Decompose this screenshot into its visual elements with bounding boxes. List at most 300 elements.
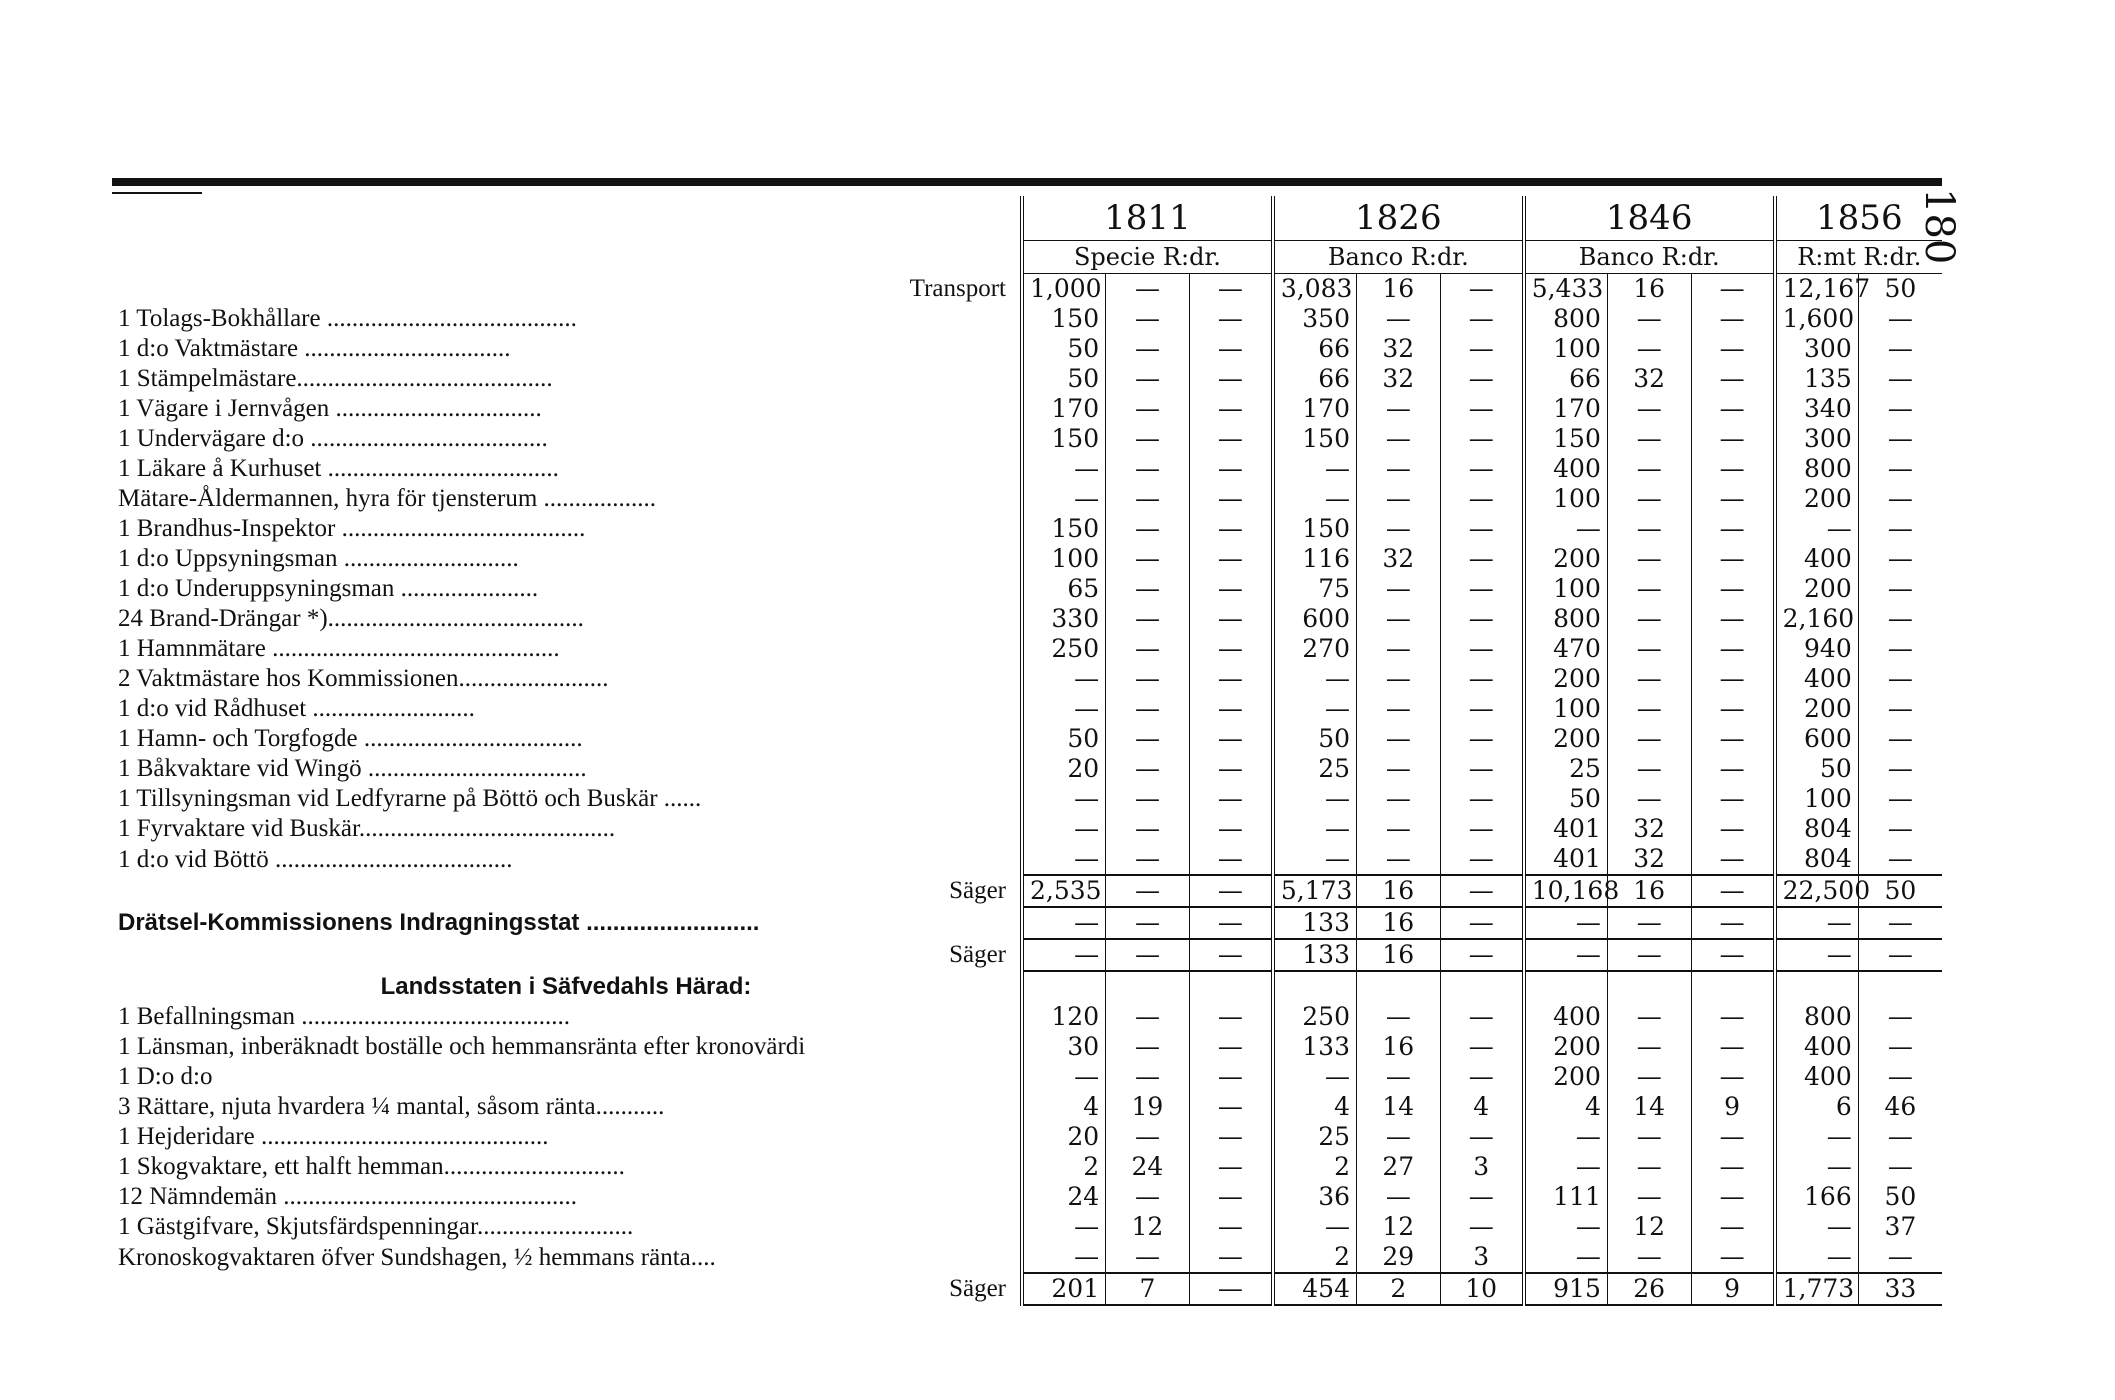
sum-row <box>112 875 1942 907</box>
cell-amount: — <box>1106 424 1190 454</box>
row-label: 1 Hamn- och Torgfogde ................................... <box>118 725 583 752</box>
cell-amount: — <box>1468 604 1494 633</box>
year-1826: 1826 <box>1273 196 1524 241</box>
cell-amount: 100 <box>1524 334 1608 364</box>
cell-amount: — <box>1468 1182 1494 1211</box>
cell-amount: — <box>1022 694 1106 724</box>
cell-amount: — <box>1719 424 1745 453</box>
cell-amount: — <box>1524 1122 1608 1152</box>
cell-amount: 6 <box>1775 1092 1859 1122</box>
cell-amount: — <box>1106 1122 1190 1152</box>
cell-amount: 12 <box>1607 1212 1691 1242</box>
cell-amount: 25 <box>1273 1122 1357 1152</box>
table-row <box>112 1212 1942 1242</box>
cell-amount: — <box>1775 939 1859 971</box>
cell-amount: — <box>1189 939 1273 971</box>
cell-amount: 9 <box>1691 1273 1775 1305</box>
cell-amount: — <box>1468 484 1494 513</box>
cell-amount: 150 <box>1524 424 1608 454</box>
cell-amount: — <box>1440 939 1524 971</box>
cell-amount: — <box>1607 1182 1691 1212</box>
cell-amount: 75 <box>1273 574 1357 604</box>
cell-amount: — <box>1468 814 1494 843</box>
cell-amount: — <box>1607 544 1691 574</box>
cell-amount: 330 <box>1022 604 1106 634</box>
cell-amount: 25 <box>1524 754 1608 784</box>
cell-amount: 36 <box>1273 1182 1357 1212</box>
cell-amount: — <box>1719 484 1745 513</box>
cell-amount: 300 <box>1775 334 1859 364</box>
cell-amount: 350 <box>1273 304 1357 334</box>
cell-amount: 120 <box>1022 1002 1106 1032</box>
sum-row <box>112 939 1942 971</box>
cell-amount: 111 <box>1524 1182 1608 1212</box>
cell-amount: — <box>1189 1273 1273 1305</box>
table-row <box>112 1152 1942 1182</box>
cell-amount: — <box>1106 1002 1190 1032</box>
cell-amount: — <box>1607 1062 1691 1092</box>
cell-amount: — <box>1357 1122 1441 1152</box>
cell-amount: — <box>1468 424 1494 453</box>
cell-amount: — <box>1273 1212 1357 1242</box>
cell-amount: — <box>1106 574 1190 604</box>
table-row <box>112 634 1942 664</box>
header-blank <box>112 196 1022 241</box>
cell-amount: — <box>1440 875 1524 907</box>
unit-header-row <box>112 241 1942 274</box>
cell-amount: 100 <box>1524 574 1608 604</box>
cell-amount: — <box>1357 694 1441 724</box>
cell-amount: — <box>1607 664 1691 694</box>
cell-amount: 100 <box>1524 694 1608 724</box>
cell-amount: — <box>1357 814 1441 844</box>
cell-amount: 50 <box>1273 724 1357 754</box>
row-label: 1 Vägare i Jernvågen ................................. <box>118 395 542 422</box>
row-label: Drätsel-Kommissionens Indragningsstat .......................... <box>118 909 760 936</box>
cell-amount: — <box>1607 1122 1691 1152</box>
cell-amount: 170 <box>1022 394 1106 424</box>
cell-amount: 800 <box>1775 454 1859 484</box>
cell-amount: — <box>1106 1032 1190 1062</box>
cell-amount: 20 <box>1022 1122 1106 1152</box>
row-label: Säger <box>949 941 1006 968</box>
cell-amount: — <box>1106 1062 1190 1092</box>
cell-amount: — <box>1468 1122 1494 1151</box>
cell-amount: — <box>1468 1212 1494 1241</box>
cell-amount: 2 <box>1273 1242 1357 1273</box>
cell-amount: 800 <box>1524 304 1608 334</box>
cell-amount: — <box>1524 939 1608 971</box>
cell-amount: — <box>1357 454 1441 484</box>
cell-amount: 170 <box>1273 394 1357 424</box>
cell-amount: 800 <box>1524 604 1608 634</box>
cell-amount: — <box>1719 604 1745 633</box>
row-label: 3 Rättare, njuta hvardera ¼ mantal, såsom ränta........... <box>118 1093 665 1120</box>
cell-amount: — <box>1217 274 1243 303</box>
cell-amount: — <box>1217 724 1243 753</box>
cell-amount: — <box>1524 1212 1608 1242</box>
cell-amount: — <box>1273 844 1357 875</box>
row-label: 1 Läkare å Kurhuset ..................................... <box>118 455 559 482</box>
cell-amount: — <box>1607 907 1691 939</box>
row-label: Transport <box>909 274 1006 302</box>
table-row <box>112 814 1942 844</box>
cell-amount: — <box>1887 604 1913 633</box>
cell-amount: 200 <box>1775 484 1859 514</box>
table-row <box>112 394 1942 424</box>
cell-amount: 9 <box>1724 1092 1741 1121</box>
cell-amount: 50 <box>1775 754 1859 784</box>
cell-amount: — <box>1719 1212 1745 1241</box>
cell-amount: 32 <box>1357 364 1441 394</box>
cell-amount: — <box>1607 424 1691 454</box>
cell-amount: — <box>1022 484 1106 514</box>
cell-amount: 10,168 <box>1524 875 1608 907</box>
cell-amount: 454 <box>1273 1273 1357 1305</box>
cell-amount: — <box>1217 814 1243 843</box>
cell-amount: 33 <box>1858 1273 1942 1305</box>
cell-amount: — <box>1217 514 1243 543</box>
cell-amount: — <box>1719 544 1745 573</box>
cell-amount: — <box>1217 484 1243 513</box>
cell-amount: — <box>1217 364 1243 393</box>
cell-amount: 150 <box>1022 514 1106 544</box>
table-row <box>112 784 1942 814</box>
cell-amount: — <box>1106 1242 1190 1273</box>
cell-amount: — <box>1106 514 1190 544</box>
cell-amount: — <box>1106 484 1190 514</box>
cell-amount <box>1775 971 1859 1002</box>
cell-amount: — <box>1273 454 1357 484</box>
cell-amount: — <box>1273 484 1357 514</box>
cell-amount: — <box>1887 394 1913 423</box>
cell-amount: — <box>1887 544 1913 573</box>
cell-amount <box>1524 971 1608 1002</box>
cell-amount: 50 <box>1524 784 1608 814</box>
table-row <box>112 454 1942 484</box>
cell-amount: — <box>1106 364 1190 394</box>
cell-amount: — <box>1468 908 1494 937</box>
cell-amount: — <box>1357 394 1441 424</box>
row-label: 1 D:o d:o <box>118 1063 213 1090</box>
table-row <box>112 1002 1942 1032</box>
row-label: Landsstaten i Säfvedahls Härad: <box>380 972 752 1000</box>
cell-amount: — <box>1217 1062 1243 1091</box>
cell-amount: — <box>1357 784 1441 814</box>
row-label: 12 Nämndemän ............................................... <box>118 1183 577 1210</box>
cell-amount: 470 <box>1524 634 1608 664</box>
table-row <box>112 724 1942 754</box>
cell-amount: — <box>1691 939 1775 971</box>
cell-amount: — <box>1357 1062 1441 1092</box>
cell-amount: 400 <box>1775 1062 1859 1092</box>
cell-amount: — <box>1468 394 1494 423</box>
cell-amount: — <box>1887 1002 1913 1031</box>
cell-amount: 50 <box>1022 724 1106 754</box>
cell-amount: 200 <box>1524 724 1608 754</box>
cell-amount: — <box>1607 514 1691 544</box>
cell-amount: — <box>1719 664 1745 693</box>
cell-amount: — <box>1719 1032 1745 1061</box>
row-label: 1 Undervägare d:o ...................................... <box>118 425 548 452</box>
cell-amount: 3,083 <box>1273 274 1357 305</box>
cell-amount: 27 <box>1357 1152 1441 1182</box>
cell-amount: 170 <box>1524 394 1608 424</box>
cell-amount: — <box>1468 454 1494 483</box>
cell-amount: — <box>1022 1212 1106 1242</box>
cell-amount: 2,160 <box>1775 604 1859 634</box>
cell-amount <box>1691 971 1775 1002</box>
cell-amount: — <box>1106 875 1190 907</box>
cell-amount: — <box>1887 304 1913 333</box>
cell-amount: — <box>1022 1242 1106 1273</box>
cell-amount: — <box>1022 844 1106 875</box>
cell-amount: — <box>1468 1062 1494 1091</box>
cell-amount: — <box>1607 454 1691 484</box>
cell-amount: 5,173 <box>1273 875 1357 907</box>
cell-amount: — <box>1719 574 1745 603</box>
cell-amount: — <box>1719 1242 1745 1271</box>
cell-amount: 22,500 <box>1775 875 1859 907</box>
cell-amount: 200 <box>1524 664 1608 694</box>
cell-amount: — <box>1887 424 1913 453</box>
cell-amount: — <box>1887 1122 1913 1151</box>
cell-amount: 300 <box>1775 424 1859 454</box>
cell-amount: — <box>1887 364 1913 393</box>
cell-amount: — <box>1719 724 1745 753</box>
cell-amount: — <box>1357 844 1441 875</box>
cell-amount: — <box>1524 1152 1608 1182</box>
cell-amount: — <box>1775 1212 1859 1242</box>
cell-amount: — <box>1719 694 1745 723</box>
cell-amount: 250 <box>1022 634 1106 664</box>
table-row <box>112 604 1942 634</box>
cell-amount: — <box>1607 1152 1691 1182</box>
row-label: Säger <box>949 877 1006 904</box>
unit-blank <box>112 241 1022 274</box>
cell-amount: 200 <box>1775 694 1859 724</box>
cell-amount: 24 <box>1022 1182 1106 1212</box>
cell-amount: — <box>1719 1182 1745 1211</box>
cell-amount: 150 <box>1022 304 1106 334</box>
cell-amount: — <box>1106 844 1190 875</box>
cell-amount: 12,167 <box>1775 274 1859 305</box>
cell-amount: — <box>1887 514 1913 543</box>
cell-amount: — <box>1106 304 1190 334</box>
cell-amount: — <box>1106 544 1190 574</box>
cell-amount: 201 <box>1022 1273 1106 1305</box>
cell-amount: — <box>1217 604 1243 633</box>
cell-amount: 2 <box>1273 1152 1357 1182</box>
cell-amount: — <box>1468 754 1494 783</box>
cell-amount: 150 <box>1273 514 1357 544</box>
cell-amount <box>1357 971 1441 1002</box>
cell-amount: — <box>1607 724 1691 754</box>
cell-amount: — <box>1357 484 1441 514</box>
cell-amount: — <box>1106 274 1190 305</box>
cell-amount: — <box>1022 907 1106 939</box>
cell-amount: — <box>1887 484 1913 513</box>
cell-amount: 4 <box>1022 1092 1106 1122</box>
unit-1811: Specie R:dr. <box>1022 241 1273 274</box>
cell-amount: — <box>1607 1242 1691 1273</box>
cell-amount <box>1189 971 1273 1002</box>
cell-amount: — <box>1217 1122 1243 1151</box>
cell-amount: — <box>1106 907 1190 939</box>
cell-amount: — <box>1217 1182 1243 1211</box>
cell-amount: — <box>1106 604 1190 634</box>
cell-amount: 340 <box>1775 394 1859 424</box>
cell-amount: — <box>1217 908 1243 937</box>
cell-amount: 100 <box>1022 544 1106 574</box>
cell-amount: 4 <box>1524 1092 1608 1122</box>
cell-amount: 50 <box>1884 1182 1917 1211</box>
cell-amount: — <box>1022 1062 1106 1092</box>
cell-amount: — <box>1887 724 1913 753</box>
cell-amount: — <box>1273 814 1357 844</box>
top-thin-rule <box>112 192 202 194</box>
cell-amount: — <box>1273 694 1357 724</box>
cell-amount: — <box>1607 334 1691 364</box>
salary-table <box>112 196 1942 1306</box>
cell-amount: 16 <box>1357 1032 1441 1062</box>
cell-amount: 3 <box>1473 1152 1490 1181</box>
cell-amount <box>1022 971 1106 1002</box>
cell-amount: 200 <box>1524 1032 1608 1062</box>
cell-amount: — <box>1887 1062 1913 1091</box>
cell-amount: — <box>1217 394 1243 423</box>
cell-amount: 30 <box>1022 1032 1106 1062</box>
cell-amount: 250 <box>1273 1002 1357 1032</box>
cell-amount: — <box>1022 664 1106 694</box>
row-label: 1 Tillsyningsman vid Ledfyrarne på Böttö och Buskär ...... <box>118 785 702 812</box>
cell-amount: — <box>1189 875 1273 907</box>
cell-amount: — <box>1719 514 1745 543</box>
cell-amount: — <box>1887 754 1913 783</box>
cell-amount: — <box>1217 694 1243 723</box>
cell-amount: 5,433 <box>1524 274 1608 305</box>
cell-amount: — <box>1217 1152 1243 1181</box>
row-label: 1 d:o Uppsyningsman ............................ <box>118 545 519 572</box>
table-row <box>112 1122 1942 1152</box>
cell-amount: 804 <box>1775 844 1859 875</box>
cell-amount: — <box>1887 454 1913 483</box>
cell-amount: 135 <box>1775 364 1859 394</box>
cell-amount: — <box>1022 939 1106 971</box>
cell-amount: 66 <box>1524 364 1608 394</box>
cell-amount: — <box>1273 1062 1357 1092</box>
cell-amount: — <box>1691 875 1775 907</box>
cell-amount: — <box>1468 304 1494 333</box>
cell-amount: — <box>1468 784 1494 813</box>
table-row <box>112 1062 1942 1092</box>
cell-amount: — <box>1357 1182 1441 1212</box>
table-row <box>112 1092 1942 1122</box>
row-label: 1 Befallningsman ........................................... <box>118 1003 571 1030</box>
cell-amount: — <box>1217 784 1243 813</box>
cell-amount: 133 <box>1273 1032 1357 1062</box>
table-row <box>112 907 1942 939</box>
year-header-row <box>112 196 1942 241</box>
cell-amount: 133 <box>1273 939 1357 971</box>
table-row <box>112 364 1942 394</box>
unit-1846: Banco R:dr. <box>1524 241 1775 274</box>
cell-amount: — <box>1357 754 1441 784</box>
cell-amount: 800 <box>1775 1002 1859 1032</box>
cell-amount: 19 <box>1106 1092 1190 1122</box>
cell-amount: 600 <box>1775 724 1859 754</box>
cell-amount: — <box>1719 454 1745 483</box>
cell-amount: 32 <box>1607 844 1691 875</box>
cell-amount: 915 <box>1524 1273 1608 1305</box>
cell-amount: 12 <box>1357 1212 1441 1242</box>
row-label: 1 Skogvaktare, ett halft hemman............................. <box>118 1153 625 1180</box>
cell-amount: 46 <box>1884 1092 1917 1121</box>
table-row <box>112 1242 1942 1273</box>
cell-amount: — <box>1357 664 1441 694</box>
cell-amount: — <box>1775 514 1859 544</box>
cell-amount: — <box>1357 304 1441 334</box>
cell-amount: — <box>1217 1212 1243 1241</box>
cell-amount: — <box>1887 784 1913 813</box>
cell-amount: — <box>1887 334 1913 363</box>
cell-amount: 25 <box>1273 754 1357 784</box>
cell-amount: — <box>1217 454 1243 483</box>
cell-amount: — <box>1106 334 1190 364</box>
row-label: 1 Hejderidare .............................................. <box>118 1123 549 1150</box>
cell-amount: 1,000 <box>1022 274 1106 305</box>
cell-amount: 12 <box>1106 1212 1190 1242</box>
cell-amount: 65 <box>1022 574 1106 604</box>
cell-amount <box>1607 971 1691 1002</box>
cell-amount: — <box>1607 939 1691 971</box>
cell-amount: — <box>1775 1242 1859 1273</box>
cell-amount: — <box>1607 304 1691 334</box>
table-row <box>112 304 1942 334</box>
table-row <box>112 971 1942 1002</box>
cell-amount: — <box>1719 394 1745 423</box>
row-label: 2 Vaktmästare hos Kommissionen........................ <box>118 665 609 692</box>
table-row <box>112 844 1942 875</box>
cell-amount: — <box>1719 1122 1745 1151</box>
cell-amount: — <box>1887 634 1913 663</box>
cell-amount: — <box>1719 784 1745 813</box>
row-label: 1 Stämpelmästare......................................... <box>118 365 553 392</box>
cell-amount: — <box>1719 1062 1745 1091</box>
cell-amount: 26 <box>1607 1273 1691 1305</box>
cell-amount: — <box>1607 394 1691 424</box>
cell-amount <box>1440 971 1524 1002</box>
cell-amount: 100 <box>1775 784 1859 814</box>
cell-amount: 16 <box>1357 939 1441 971</box>
cell-amount: 940 <box>1775 634 1859 664</box>
cell-amount: — <box>1719 304 1745 333</box>
cell-amount: — <box>1858 939 1942 971</box>
cell-amount: 166 <box>1775 1182 1859 1212</box>
cell-amount: 4 <box>1473 1092 1490 1121</box>
cell-amount: — <box>1775 1152 1859 1182</box>
cell-amount: 50 <box>1022 334 1106 364</box>
cell-amount: — <box>1357 634 1441 664</box>
cell-amount: 200 <box>1775 574 1859 604</box>
cell-amount: 150 <box>1022 424 1106 454</box>
cell-amount: 50 <box>1884 274 1917 303</box>
cell-amount: — <box>1468 1032 1494 1061</box>
cell-amount: 116 <box>1273 544 1357 574</box>
cell-amount: 270 <box>1273 634 1357 664</box>
cell-amount: — <box>1887 1152 1913 1181</box>
cell-amount: — <box>1106 939 1190 971</box>
